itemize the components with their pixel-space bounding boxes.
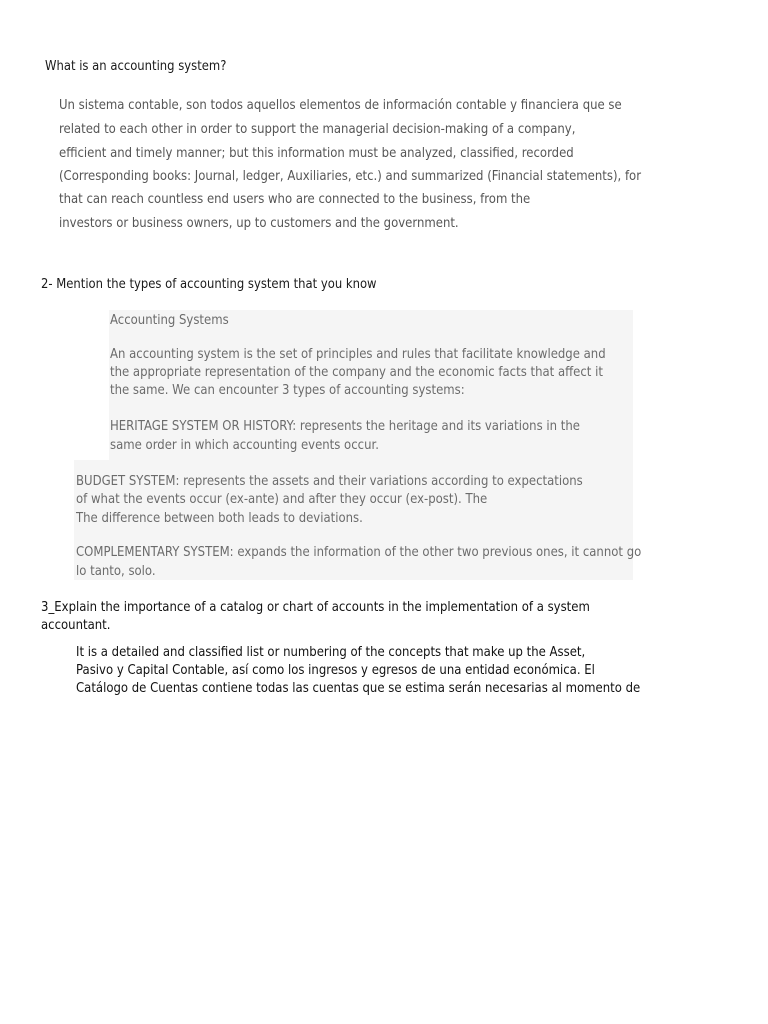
- box-heading: Accounting Systems: [110, 312, 229, 328]
- question-2-title: 2- Mention the types of accounting system that you know: [41, 276, 377, 292]
- question-3-title: accountant.: [41, 617, 111, 633]
- budget-system-line: BUDGET SYSTEM: represents the assets and their variations according to expectations: [76, 473, 583, 489]
- complementary-system-line: COMPLEMENTARY SYSTEM: expands the information of the other two previous ones, it cannot go: [76, 544, 642, 560]
- answer-3-line: Pasivo y Capital Contable, así como los ingresos y egresos de una entidad económica. El: [76, 662, 595, 678]
- box-intro-line: the appropriate representation of the company and the economic facts that affect it: [110, 364, 603, 380]
- complementary-system-line: lo tanto, solo.: [76, 563, 156, 579]
- answer-1-line: efficient and timely manner; but this information must be analyzed, classified, recorded: [59, 145, 574, 161]
- question-1-title: What is an accounting system?: [45, 58, 227, 74]
- answer-1-line: Un sistema contable, son todos aquellos elementos de información contable y financiera que se: [59, 97, 622, 113]
- budget-system-line: of what the events occur (ex-ante) and after they occur (ex-post). The: [76, 491, 488, 507]
- answer-1-line: (Corresponding books: Journal, ledger, Auxiliaries, etc.) and summarized (Financial statements), for: [59, 168, 642, 184]
- answer-3-line: Catálogo de Cuentas contiene todas las cuentas que se estima serán necesarias al momento de: [76, 680, 641, 696]
- heritage-system-line: HERITAGE SYSTEM OR HISTORY: represents the heritage and its variations in the: [110, 418, 580, 434]
- box-intro-line: the same. We can encounter 3 types of accounting systems:: [110, 382, 465, 398]
- answer-1-line: that can reach countless end users who are connected to the business, from the: [59, 191, 531, 207]
- question-3-title: 3_Explain the importance of a catalog or chart of accounts in the implementation of a system: [41, 599, 590, 615]
- heritage-system-line: same order in which accounting events occur.: [110, 437, 379, 453]
- answer-3-line: It is a detailed and classified list or numbering of the concepts that make up the Asset,: [76, 644, 586, 660]
- budget-system-line: The difference between both leads to deviations.: [76, 510, 363, 526]
- answer-1-line: investors or business owners, up to customers and the government.: [59, 215, 459, 231]
- answer-1-line: related to each other in order to support the managerial decision-making of a company,: [59, 121, 576, 137]
- box-intro-line: An accounting system is the set of principles and rules that facilitate knowledge and: [110, 346, 606, 362]
